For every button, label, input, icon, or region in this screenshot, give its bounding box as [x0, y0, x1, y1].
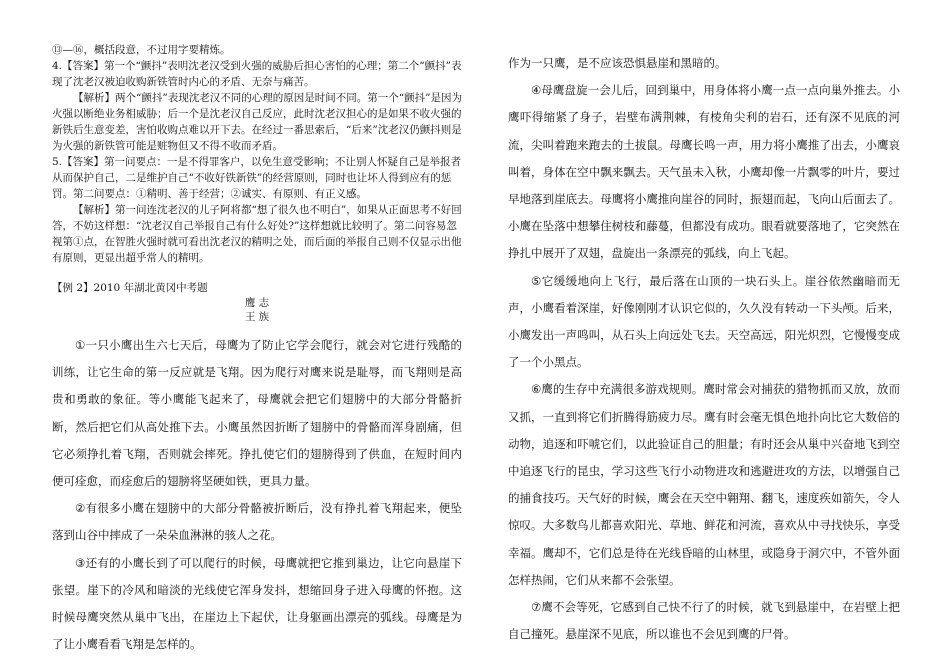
paragraph: ④母鹰盘旋一会儿后，回到巢中，用身体将小鹰一点一点向巢外推去。小鹰吓得缩紧了身子，岩壁布满荆棘，有棱角尖利的岩石，还有深不见底的河流，尖叫着跑来跑去的土拔鼠。母鹰长鸣一声，用力将小鹰推了出去，小鹰哀叫着，身体在空中飘来飘去。天气虽未入秋，小鹰却像一片飘零的叶片，要过早地落到崖底去。母鹰将小鹰推向崖谷的同时，振翅而起，飞向山后面去了。小鹰在坠落中想攀住树枝和藤蔓，但都没有成功。眼看就要落地了，它突然在挣扎中展开了双翅，盘旋出一条漂亮的弧线，向上飞起。 — [508, 83, 900, 261]
left-column — [52, 42, 462, 658]
paragraph-continuation: 作为一只鹰，是不应该恐惧悬崖和黑暗的。 — [508, 56, 727, 70]
article-body-right — [508, 50, 900, 648]
answer-line: 4.【答案】第一个“颤抖”表明沈老汉受到火强的威胁后担心害怕的心理；第二个“颤抖”表现了沈老汉被迫收购新铁管时内心的矛盾、无奈与痛苦。 — [52, 60, 462, 88]
article-body-left — [52, 332, 462, 658]
article-title: 鹰 志 — [244, 297, 270, 309]
paragraph: ⑥鹰的生存中充满很多游戏规则。鹰时常会对捕获的猎物抓而又放，放而又抓，一直到将它们折腾得筋疲力尽。鹰有时会毫无惧色地扑向比它大数倍的动物，追逐和吓唬它们，以此验证自己的胆量；有时还会从巢中兴奋地飞到空中追逐飞行的昆虫，学习这些飞行小动物进攻和逃避进攻的方法，以增强自己的捕食技巧。天气好的时候，鹰会在天空中翱翔、翻飞，速度疾如箭矢，令人惊叹。大多数鸟儿都喜欢阳光、草地、鲜花和河流，喜欢从中寻找快乐，享受幸福。鹰却不，它们总是待在光线昏暗的山林里，或隐身于洞穴中，不管外面怎样热闹，它们从来都不会张望。 — [508, 382, 900, 587]
answer-line: 【解析】第一问连沈老汉的儿子阿将都“想了很久也不明白”，如果从正面思考不好回答，不妨这样想：“沈老汉自己举报自己有什么好处?”这样想就比较明了。第二问容易忽视第①点，在智胜火强时就可看出沈老汉的精明之处，而后面的举报自己则不仅显示出他有原则，更显出超乎常人的精明。 — [52, 204, 462, 264]
answer-line: 5.【答案】第一问要点：一是不得罪客户，以免生意受影响；不让别人怀疑自己是举报者从而保护自己，二是维护自己“不收好铁新铁”的经营原则，同时也让坏人得到应有的惩罚。第二问要点：①精明、善于经营；②诚实、有原则、有正义感。 — [52, 156, 462, 200]
paragraph: ①一只小鹰出生六七天后，母鹰为了防止它学会爬行，就会对它进行残酷的训练，让它生命的第一反应就是飞翔。因为爬行对鹰来说是耻辱，而飞翔则是高贵和勇敢的象征。等小鹰能飞起来了，母鹰就会把它们翅膀中的大部分骨骼折断，然后把它们从高处推下去。小鹰虽然因折断了翅膀中的骨骼而浑身剧痛，但它必须挣扎着飞翔，否则就会摔死。挣扎使它们的翅膀得到了供血，在短时间内便可痊愈，而痊愈后的翅膀将坚硬如铁，更具力量。 — [52, 338, 462, 489]
article-author: 王 族 — [244, 311, 270, 323]
answer-section — [52, 42, 462, 266]
example-heading: 【例 2】2010 年湖北黄冈中考题 — [52, 282, 208, 294]
paragraph: ⑦鹰不会等死，它感到自己快不行了的时候，就飞到悬崖中，在岩壁上把自己撞死。悬崖深不见底，所以谁也不会见到鹰的尸骨。 — [508, 600, 900, 642]
paragraph: ⑤它缓缓地向上飞行，最后落在山顶的一块石头上。崖谷依然幽暗而无声，小鹰看着深崖，好像刚刚才认识它似的，久久没有转动一下头颅。后来，小鹰发出一声鸣叫，从石头上向远处飞去。天空高远，阳光炽烈，它慢慢变成了一个小黑点。 — [508, 273, 900, 370]
answer-line: ⑬—⑯，概括段意，不过用字要精炼。 — [52, 44, 231, 56]
right-column — [508, 50, 900, 648]
paragraph: ②有很多小鹰在翅膀中的大部分骨骼被折断后，没有挣扎着飞翔起来，便坠落到山谷中摔成了一朵朵血淋淋的骇人之花。 — [52, 501, 462, 543]
answer-line: 【解析】两个“颤抖”表现沈老汉不同的心理的原因是时间不同。第一个“颤抖”是因为火强以断绝业务相威胁；后一个是沈老汉自己反应，此时沈老汉担心的是如果不收火强的新铁后生意变差，害怕收购点难以开下去。在经过一番思索后，“后来”沈老汉仍颤抖则是为火强的新铁管可能是赃物但又不得不收而矛盾。 — [52, 92, 462, 152]
paragraph: ③还有的小鹰长到了可以爬行的时候，母鹰就把它推到巢边，让它向悬崖下张望。崖下的冷风和暗淡的光线使它浑身发抖，想缩回身子进入母鹰的怀抱。这时候母鹰突然从巢中飞出，在崖边上下起伏，让身躯画出漂亮的弧线。母鹰是为了让小鹰看看飞翔是怎样的。 — [52, 555, 462, 652]
